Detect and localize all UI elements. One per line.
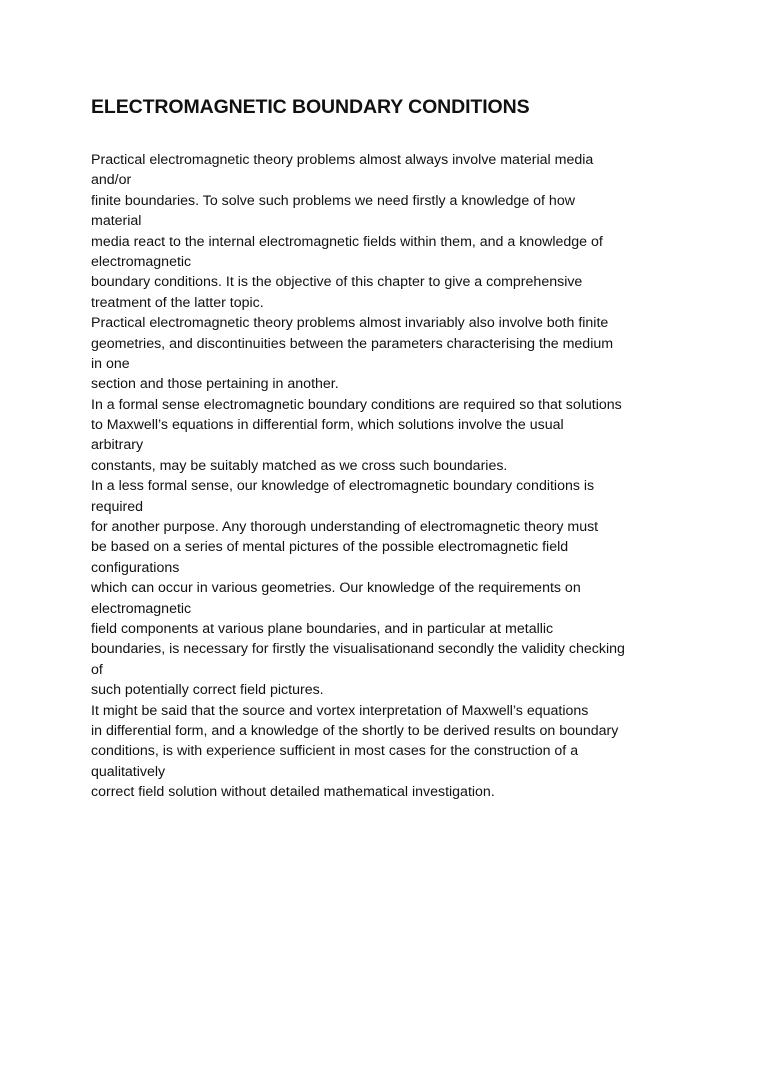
text-line: be based on a series of mental pictures of the possible electromagnetic field: [91, 539, 569, 556]
text-line: boundaries, is necessary for firstly the visualisationand secondly the validity checking: [91, 641, 625, 658]
text-line: such potentially correct field pictures.: [91, 682, 324, 699]
text-line: arbitrary: [91, 437, 144, 454]
text-line: media react to the internal electromagnetic fields within them, and a knowledge of: [91, 233, 603, 250]
text-line: material: [91, 213, 142, 230]
text-line: treatment of the latter topic.: [91, 294, 264, 311]
text-line: in differential form, and a knowledge of the shortly to be derived results on boundary: [91, 722, 619, 739]
text-line: correct field solution without detailed mathematical investigation.: [91, 784, 495, 801]
text-line: which can occur in various geometries. Our knowledge of the requirements on: [91, 580, 581, 597]
text-line: boundary conditions. It is the objective of this chapter to give a comprehensive: [91, 274, 583, 291]
text-line: required: [91, 498, 144, 515]
text-line: electromagnetic: [91, 253, 192, 270]
text-line: electromagnetic: [91, 600, 192, 617]
text-line: in one: [91, 355, 130, 372]
text-line: constants, may be suitably matched as we cross such boundaries.: [91, 457, 508, 474]
text-line: configurations: [91, 559, 180, 576]
text-line: conditions, is with experience sufficient in most cases for the construction of a: [91, 743, 579, 760]
text-line: Practical electromagnetic theory problems almost always involve material media: [91, 152, 594, 168]
text-line: geometries, and discontinuities between the parameters characterising the medium: [91, 335, 614, 352]
document-title: ELECTROMAGNETIC BOUNDARY CONDITIONS: [91, 96, 530, 118]
text-line: to Maxwell’s equations in differential form, which solutions involve the usual: [91, 417, 564, 434]
text-line: for another purpose. Any thorough understanding of electromagnetic theory must: [91, 519, 599, 536]
text-line: In a less formal sense, our knowledge of electromagnetic boundary conditions is: [91, 478, 595, 495]
text-line: field components at various plane boundaries, and in particular at metallic: [91, 620, 554, 637]
text-line: It might be said that the source and vortex interpretation of Maxwell’s equations: [91, 702, 589, 719]
text-line: qualitatively: [91, 763, 166, 780]
text-line: Practical electromagnetic theory problems almost invariably also involve both finite: [91, 315, 609, 332]
text-line: of: [91, 661, 103, 678]
document-body: [91, 150, 691, 803]
text-line: In a formal sense electromagnetic boundary conditions are required so that solutions: [91, 396, 622, 413]
text-line: and/or: [91, 172, 132, 189]
text-line: finite boundaries. To solve such problems we need firstly a knowledge of how: [91, 192, 575, 209]
text-line: section and those pertaining in another.: [91, 376, 339, 393]
